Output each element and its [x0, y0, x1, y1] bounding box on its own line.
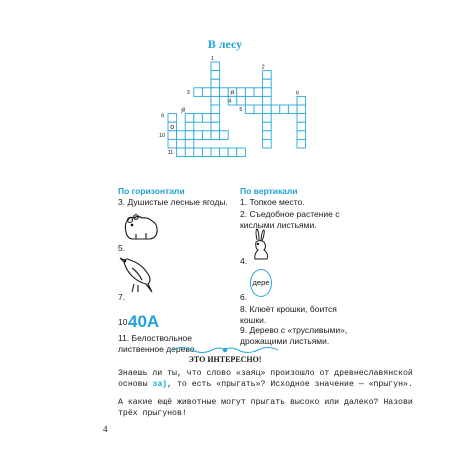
clue-11: 11. Белоствольное лиственное дерево. [118, 333, 197, 354]
crossword-cell[interactable] [263, 131, 272, 140]
crossword-cell[interactable] [297, 131, 306, 140]
crossword-cell[interactable] [194, 114, 203, 123]
bear-icon [122, 212, 162, 242]
clue-number-6: 6 [296, 90, 300, 97]
crossword-cell[interactable] [185, 131, 194, 140]
horizontal-heading: По горизонтали [118, 186, 185, 196]
crossword-cell[interactable] [185, 148, 194, 157]
crossword-cell[interactable] [211, 114, 220, 123]
crossword-cell[interactable] [288, 105, 297, 114]
crossword-cell[interactable] [228, 148, 237, 157]
num-10: 10. [118, 317, 130, 327]
crossword-cell[interactable] [202, 131, 211, 140]
crossword-cell[interactable] [168, 114, 177, 123]
clue-number-3: 3 [186, 89, 190, 96]
hint-bubble: дере [250, 269, 272, 297]
crossword-cell[interactable] [211, 71, 220, 80]
crossword-cell[interactable] [263, 71, 272, 80]
crossword-cell[interactable] [220, 148, 229, 157]
clue-number-4: 4 [228, 98, 232, 105]
crossword-cell[interactable] [237, 88, 246, 97]
crossword-cell[interactable] [202, 88, 211, 97]
clue-1: 1. Топкое место. [240, 197, 305, 207]
crossword-cell[interactable] [185, 122, 194, 131]
crossword-cell[interactable] [297, 105, 306, 114]
clue-9: 9. Дерево с «трусливыми», дрожащими листьями. [240, 325, 348, 346]
crossword-cell[interactable] [297, 114, 306, 123]
crossword-cell[interactable] [263, 139, 272, 148]
crossword-cell[interactable] [211, 131, 220, 140]
clue-3: 3. Душистые лесные ягоды. [118, 197, 228, 207]
crossword-cell[interactable] [211, 79, 220, 88]
clue-number-1: 1 [211, 56, 215, 62]
clue-number-10: 10 [159, 132, 166, 139]
crossword-cell[interactable] [168, 131, 177, 140]
crossword-cell[interactable] [220, 131, 229, 140]
crossword-cell[interactable] [194, 88, 203, 97]
answer-10: 40А [128, 312, 160, 331]
clue-number-8: 8 [182, 107, 186, 114]
clue-number-9: 9 [161, 113, 165, 120]
crossword-cell[interactable] [263, 88, 272, 97]
crossword-cell[interactable] [194, 148, 203, 157]
crossword-cell[interactable] [185, 114, 194, 123]
clue-number-11: 11 [167, 150, 174, 156]
clue-number-2: 2 [261, 64, 265, 71]
crossword-cell[interactable] [245, 105, 254, 114]
crossword-cell[interactable] [168, 139, 177, 148]
crossword-cell[interactable] [211, 96, 220, 105]
interesting-paragraph-2: А какие ещё животные могут прыгать высоко или далеко? Назови трёх прыгунов! [118, 398, 413, 419]
interesting-paragraph-1: Знаешь ли ты, что слово «заяц» произошло от древнеславянской основы заj, то есть «прыгать»? Исходное значение — «прыгун». [118, 369, 413, 390]
crossword-cell[interactable] [263, 114, 272, 123]
interesting-heading: ЭТО ИНТЕРЕСНО! [188, 355, 262, 364]
clue-number-7: 7 [180, 109, 184, 116]
highlight-root: заj [152, 380, 168, 390]
crossword-cell[interactable] [263, 105, 272, 114]
crossword-cell[interactable] [202, 148, 211, 157]
crossword-cell[interactable] [211, 62, 220, 71]
crossword-cell[interactable] [211, 105, 220, 114]
crossword-cell[interactable] [177, 131, 186, 140]
crossword-cell[interactable] [297, 122, 306, 131]
page-title: В лесу [207, 37, 243, 51]
crossword-cell[interactable] [297, 139, 306, 148]
crossword-cell[interactable] [202, 114, 211, 123]
crossword-cell[interactable] [263, 79, 272, 88]
crossword-cell[interactable] [263, 96, 272, 105]
crossword-cell[interactable] [237, 148, 246, 157]
num-7: 7. [118, 292, 126, 302]
crossword-cell[interactable] [280, 105, 289, 114]
crossword-cell[interactable] [185, 139, 194, 148]
crossword-cell[interactable] [177, 148, 186, 157]
vertical-heading: По вертикали [240, 186, 298, 196]
crossword-cell[interactable] [263, 122, 272, 131]
crossword-cell[interactable] [220, 88, 229, 97]
crossword-letter: о [170, 123, 175, 131]
crossword-cell[interactable] [211, 88, 220, 97]
crossword-cell[interactable] [254, 105, 263, 114]
clue-2: 2. Съедобное растение с кислыми листьями. [240, 209, 340, 230]
clue-number-5: 5 [239, 107, 243, 113]
crow-icon [118, 254, 158, 296]
crossword-cell[interactable] [254, 88, 263, 97]
crossword-cell[interactable] [297, 96, 306, 105]
crossword-cell[interactable] [194, 131, 203, 140]
crossword-cell[interactable] [211, 122, 220, 131]
num-5: 5. [118, 243, 126, 253]
page-number: 4 [103, 424, 108, 434]
clue-8: 8. Клюёт крошки, боится кошки. [240, 304, 337, 325]
crossword-cell[interactable] [245, 88, 254, 97]
crossword-letter: я [230, 89, 235, 97]
hare-icon [248, 228, 274, 262]
crossword-cell[interactable] [237, 96, 246, 105]
crossword-cell[interactable] [271, 105, 280, 114]
num-6: 6. [240, 292, 248, 302]
crossword-cell[interactable] [211, 148, 220, 157]
num-4: 4. [240, 256, 248, 266]
